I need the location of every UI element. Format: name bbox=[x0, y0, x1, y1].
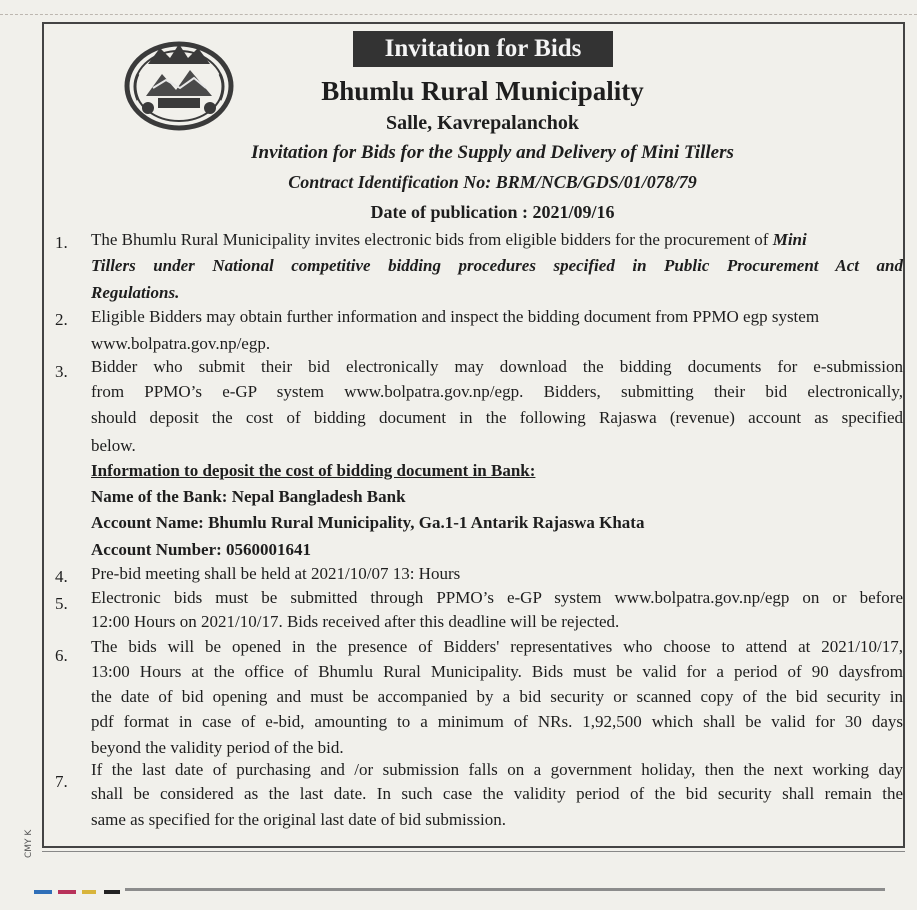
item-3-line-1: Bidder who submit their bid electronically may download the bidding documents for e-submission bbox=[91, 357, 903, 376]
item-6-line-5: beyond the validity period of the bid. bbox=[91, 738, 344, 757]
item-7-line-3: same as specified for the original last date of bid submission. bbox=[91, 810, 506, 829]
item-1-emphasis: Mini bbox=[772, 230, 807, 249]
item-6-line-2: 13:00 Hours at the office of Bhumlu Rural Municipality. Bids must be valid for a period of 90 daysfrom bbox=[91, 662, 903, 681]
bottom-rule bbox=[42, 851, 905, 852]
item-number: 5. bbox=[55, 594, 68, 613]
item-2-line-2: www.bolpatra.gov.np/egp. bbox=[91, 334, 271, 353]
item-5-line-1: Electronic bids must be submitted through PPMO’s e-GP system www.bolpatra.gov.np/egp on or before bbox=[91, 588, 903, 607]
invitation-title: Invitation for Bids for the Supply and Delivery of Mini Tillers bbox=[251, 142, 734, 163]
bank-name: Name of the Bank: Nepal Bangladesh Bank bbox=[91, 487, 406, 506]
item-6-line-4: pdf format in case of e-bid, amounting to a minimum of NRs. 1,92,500 which shall be valid for 30 days bbox=[91, 712, 903, 731]
item-3-line-2: from PPMO’s e-GP system www.bolpatra.gov.np/egp. Bidders, submitting their bid electronically, bbox=[91, 382, 903, 401]
item-number: 7. bbox=[55, 772, 68, 791]
print-registration-marker: CMY K bbox=[24, 829, 34, 858]
invitation-banner: Invitation for Bids bbox=[353, 31, 613, 67]
item-6-line-1: The bids will be opened in the presence of Bidders' representatives who choose to attend at 2021/10/17, bbox=[91, 637, 903, 656]
item-1-line-3: Regulations. bbox=[91, 283, 180, 302]
item-4-line-1: Pre-bid meeting shall be held at 2021/10/07 13: Hours bbox=[91, 564, 461, 583]
item-number: 3. bbox=[55, 362, 68, 381]
yellow-registration-dash bbox=[82, 890, 96, 894]
municipality-name: Bhumlu Rural Municipality bbox=[321, 76, 644, 106]
item-number: 1. bbox=[55, 233, 68, 252]
account-number: Account Number: 0560001641 bbox=[91, 540, 312, 559]
item-2-line-1: Eligible Bidders may obtain further information and inspect the bidding document from PPMO egp system bbox=[91, 307, 820, 326]
item-5-line-2: 12:00 Hours on 2021/10/17. Bids received after this deadline will be rejected. bbox=[91, 612, 620, 631]
item-7-line-1: If the last date of purchasing and /or submission falls on a government holiday, then the next working day bbox=[91, 760, 903, 779]
bottom-grey-strip bbox=[125, 888, 885, 891]
publication-date: Date of publication : 2021/09/16 bbox=[370, 202, 615, 222]
item-3-line-3: should deposit the cost of bidding document in the following Rajaswa (revenue) account as specified bbox=[91, 408, 903, 427]
item-6-line-3: the date of bid opening and must be accompanied by a bid security or scanned copy of the bid security in bbox=[91, 687, 903, 706]
magenta-registration-dash bbox=[58, 890, 76, 894]
contract-identification: Contract Identification No: BRM/NCB/GDS/01/078/79 bbox=[288, 172, 697, 192]
account-name: Account Name: Bhumlu Rural Municipality, Ga.1-1 Antarik Rajaswa Khata bbox=[91, 513, 645, 532]
item-number: 4. bbox=[55, 567, 68, 586]
bank-info-heading: Information to deposit the cost of bidding document in Bank: bbox=[91, 461, 536, 480]
item-3-line-4: below. bbox=[91, 436, 136, 455]
item-7-line-2: shall be considered as the last date. In such case the validity period of the bid security shall remain the bbox=[91, 784, 903, 803]
black-registration-dash bbox=[104, 890, 120, 894]
item-number: 6. bbox=[55, 646, 68, 665]
item-1-line-1 bbox=[91, 230, 903, 250]
municipality-address: Salle, Kavrepalanchok bbox=[386, 112, 579, 134]
cyan-registration-dash bbox=[34, 890, 52, 894]
top-dashed-rule bbox=[0, 14, 917, 15]
item-1-line-2: Tillers under National competitive bidding procedures specified in Public Procurement Act and bbox=[91, 256, 903, 275]
item-1-text: The Bhumlu Rural Municipality invites electronic bids from eligible bidders for the procurement of bbox=[91, 230, 769, 249]
item-number: 2. bbox=[55, 310, 68, 329]
